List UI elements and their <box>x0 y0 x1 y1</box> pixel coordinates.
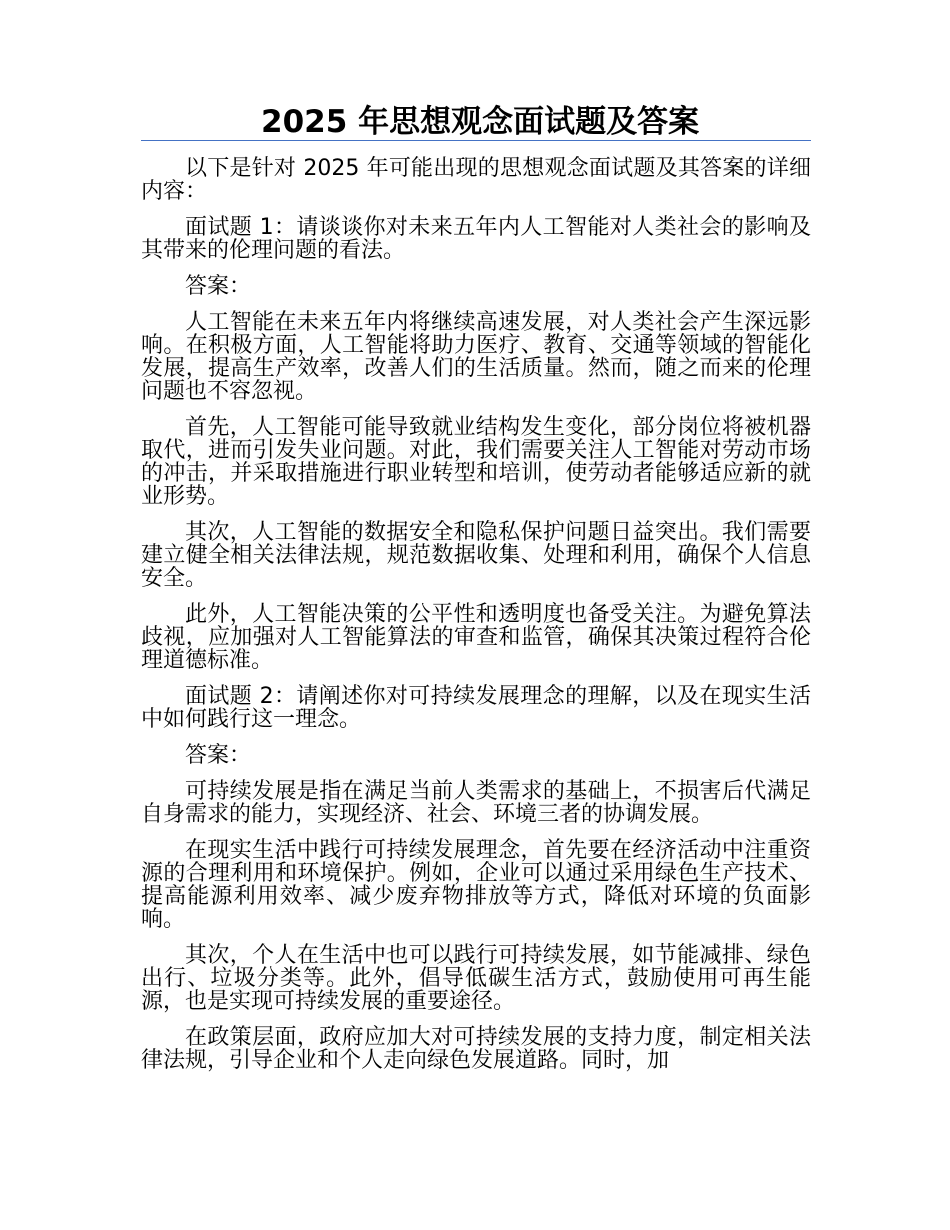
intro-paragraph: 以下是针对 2025 年可能出现的思想观念面试题及其答案的详细内容： <box>141 156 811 204</box>
answer-2-paragraph-4: 在政策层面，政府应加大对可持续发展的支持力度，制定相关法律法规，引导企业和个人走向绿色发展道路。同时，加 <box>141 1025 811 1073</box>
answer-2-paragraph-2: 在现实生活中践行可持续发展理念，首先要在经济活动中注重资源的合理利用和环境保护。例如，企业可以通过采用绿色生产技术、提高能源利用效率、减少废弃物排放等方式，降低对环境的负面影响。 <box>141 838 811 932</box>
document-title: 2025 年思想观念面试题及答案 <box>261 104 700 140</box>
answer-1-paragraph-3: 其次，人工智能的数据安全和隐私保护问题日益突出。我们需要建立健全相关法律法规，规范数据收集、处理和利用，确保个人信息安全。 <box>141 520 811 591</box>
answer-2-paragraph-1: 可持续发展是指在满足当前人类需求的基础上，不损害后代满足自身需求的能力，实现经济、社会、环境三者的协调发展。 <box>141 779 811 827</box>
answer-2-paragraph-3: 其次，个人在生活中也可以践行可持续发展，如节能减排、绿色出行、垃圾分类等。此外，倡导低碳生活方式，鼓励使用可再生能源，也是实现可持续发展的重要途径。 <box>141 943 811 1014</box>
answer-label-2: 答案： <box>185 743 252 768</box>
answer-1-paragraph-4: 此外，人工智能决策的公平性和透明度也备受关注。为避免算法歧视，应加强对人工智能算法的审查和监管，确保其决策过程符合伦理道德标准。 <box>141 602 811 673</box>
question-2: 面试题 2：请阐述你对可持续发展理念的理解，以及在现实生活中如何践行这一理念。 <box>141 684 811 732</box>
answer-1-paragraph-1: 人工智能在未来五年内将继续高速发展，对人类社会产生深远影响。在积极方面，人工智能将助力医疗、教育、交通等领域的智能化发展，提高生产效率，改善人们的生活质量。然而，随之而来的伦理问题也不容忽视。 <box>141 310 811 404</box>
answer-1-paragraph-2: 首先，人工智能可能导致就业结构发生变化，部分岗位将被机器取代，进而引发失业问题。对此，我们需要关注人工智能对劳动市场的冲击，并采取措施进行职业转型和培训，使劳动者能够适应新的就业形势。 <box>141 415 811 509</box>
document-body <box>141 100 811 1085</box>
answer-label-1: 答案： <box>185 274 252 299</box>
question-1: 面试题 1：请谈谈你对未来五年内人工智能对人类社会的影响及其带来的伦理问题的看法。 <box>141 215 811 263</box>
